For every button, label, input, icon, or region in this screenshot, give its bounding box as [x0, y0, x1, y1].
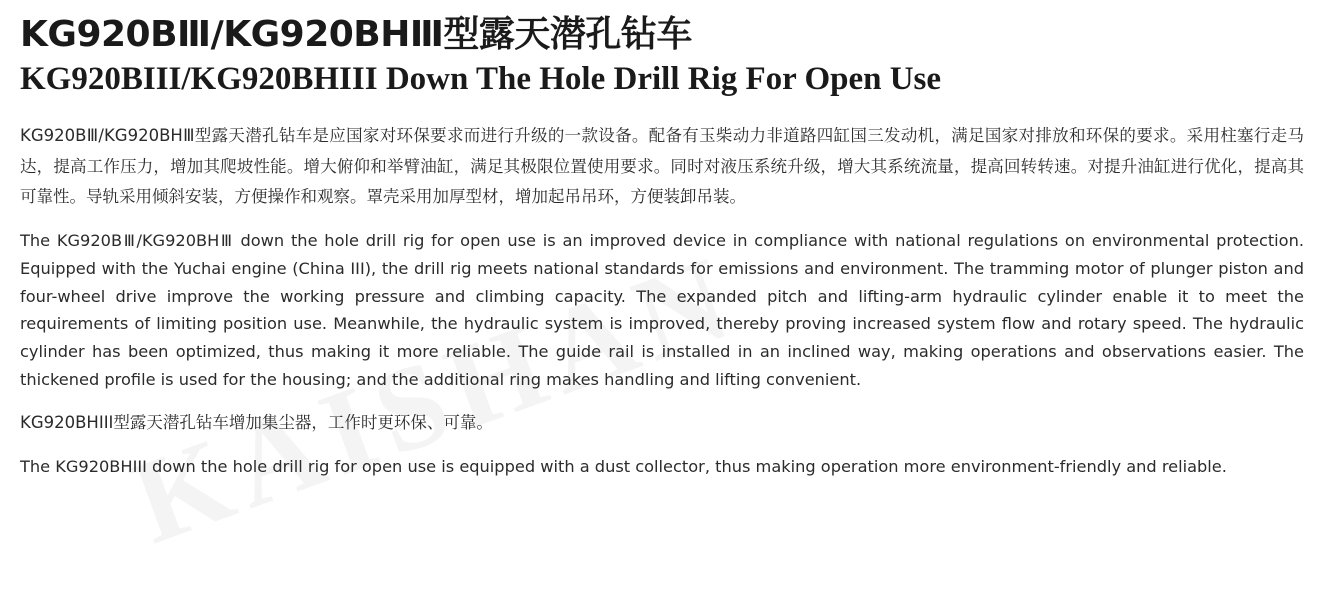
paragraph-chinese-2: KG920BHIII型露天潜孔钻车增加集尘器，工作时更环保、可靠。 [20, 413, 493, 433]
paragraph-english-2: The KG920BHIII down the hole drill rig for open use is equipped with a dust collector, thus making operation more environment-friendly and reliable. [20, 456, 1227, 476]
document-content [20, 14, 1304, 480]
paragraph-english-1: The KG920BⅢ/KG920BHⅢ down the hole drill rig for open use is an improved device in compliance with national regulations on environmental protection. Equipped with the Yuchai engine (China III), the drill rig meets national standards for emissions and environment. The tramming motor of plunger piston and four-wheel drive improve the working pressure and climbing capacity. The expanded pitch and lifting-arm hydraulic cylinder enable it to meet the requirements of limiting position use. Meanwhile, the hydraulic system is improved, thereby proving increased system flow and rotary speed. The hydraulic cylinder has been optimized, thus making it more reliable. The guide rail is installed in an inclined way, making operations and observations easier. The thickened profile is used for the housing; and the additional ring makes handling and lifting convenient. [20, 230, 1304, 390]
paragraph-chinese-1: KG920BⅢ/KG920BHⅢ型露天潜孔钻车是应国家对环保要求而进行升级的一款设备。配备有玉柴动力非道路四缸国三发动机，满足国家对排放和环保的要求。采用柱塞行走马达，提高工作压力，增加其爬坡性能。增大俯仰和举臂油缸，满足其极限位置使用要求。同时对液压系统升级，增大其系统流量，提高回转转速。对提升油缸进行优化，提高其可靠性。导轨采用倾斜安装，方便操作和观察。罩壳采用加厚型材，增加起吊吊环，方便装卸吊装。 [20, 126, 1304, 207]
page-title-chinese: KG920BⅢ/KG920BHⅢ型露天潜孔钻车 [20, 14, 692, 55]
page-title-english: KG920BIII/KG920BHIII Down The Hole Drill Rig For Open Use [20, 61, 942, 98]
